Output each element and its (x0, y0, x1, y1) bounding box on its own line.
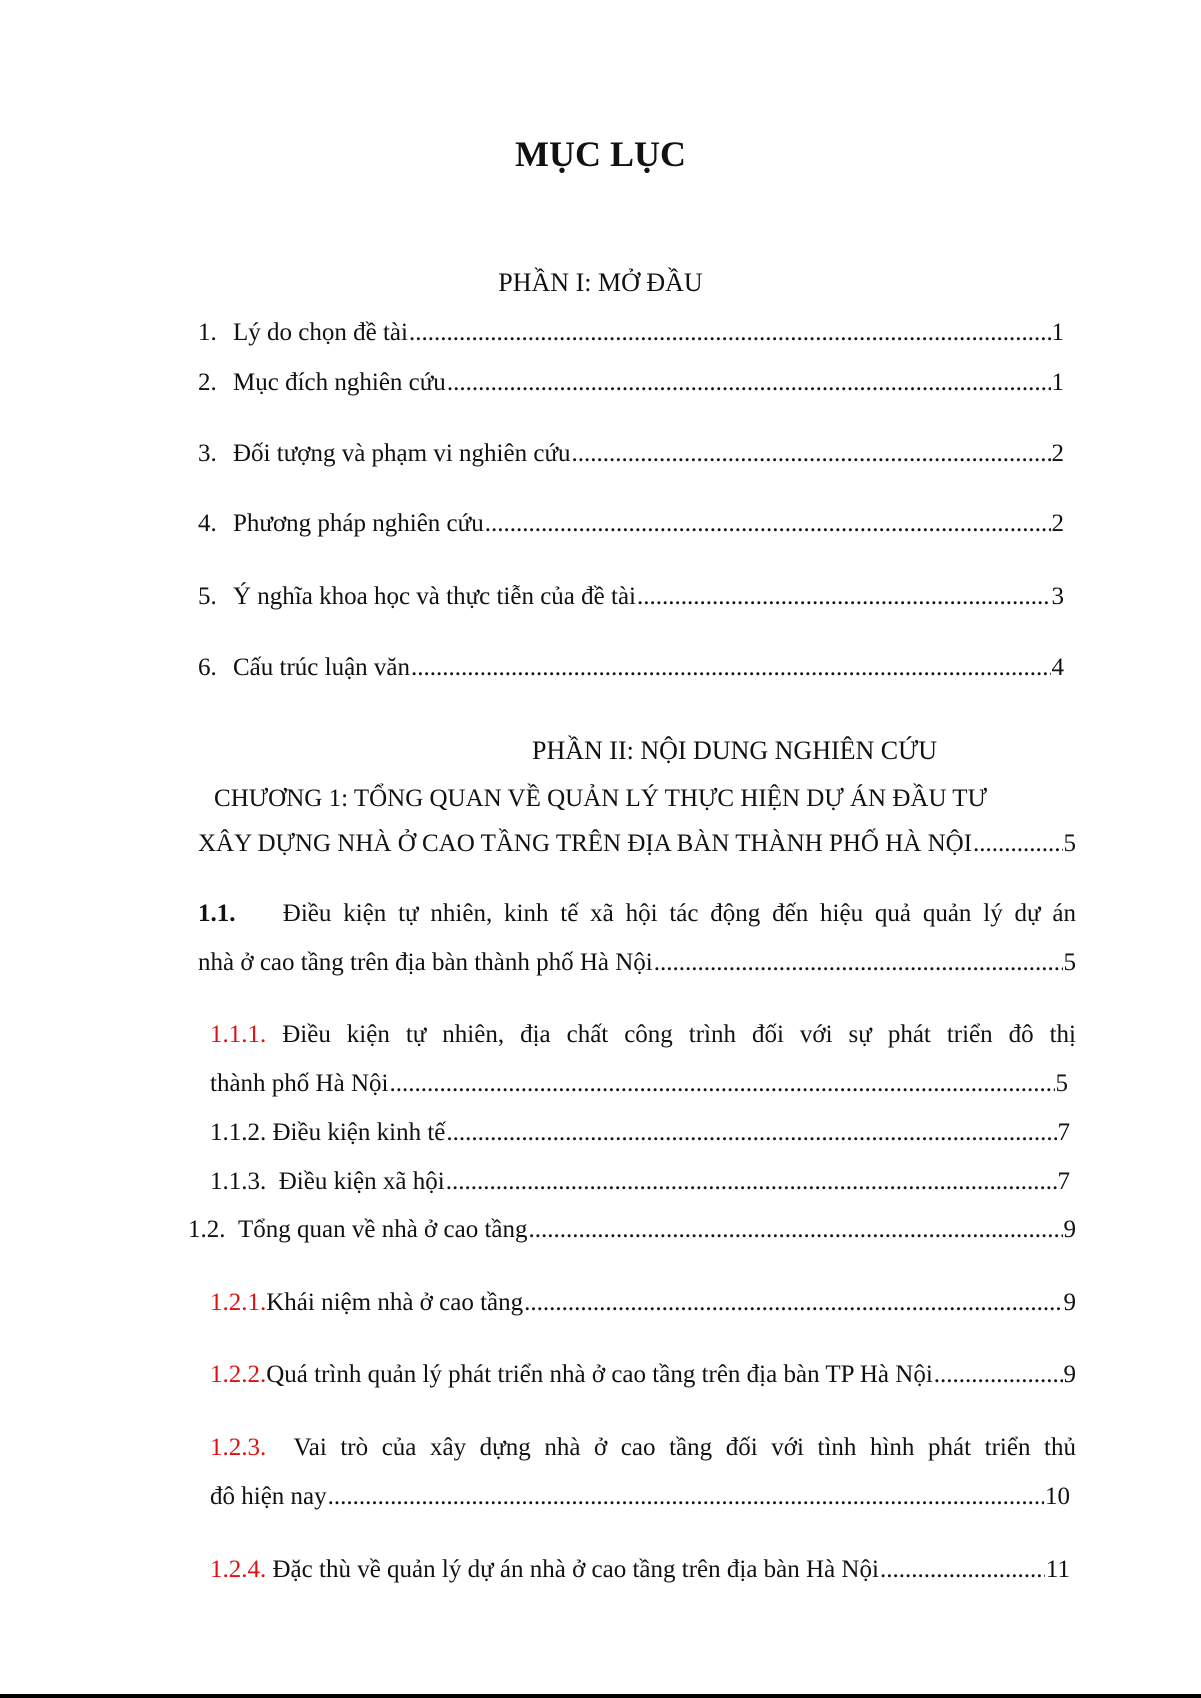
toc-section-1-2-2[interactable] (210, 1358, 1076, 1392)
toc-section-1-1-line1[interactable] (198, 897, 1076, 931)
toc-item-5[interactable] (198, 580, 1064, 614)
toc-section-1-1-line2[interactable] (198, 946, 1076, 980)
toc-item-number: 1.2.1. (210, 1289, 267, 1316)
toc-item-label: thành phố Hà Nội (210, 1070, 389, 1097)
toc-item-page: 2 (1051, 510, 1064, 537)
dot-leader (934, 1358, 1063, 1392)
toc-item-number: 1. (198, 319, 217, 346)
toc-chapter-1[interactable] (198, 827, 1076, 861)
toc-item-label: Điều kiện tự nhiên, địa chất công trình đối với sự phát triển đô thị (282, 1021, 1076, 1048)
toc-item-number: 4. (198, 510, 217, 537)
toc-item-number: 6. (198, 654, 217, 681)
toc-section-1-2-4[interactable] (210, 1553, 1070, 1587)
toc-item-label: nhà ở cao tầng trên địa bàn thành phố Hà Nội (198, 949, 653, 976)
dot-leader (447, 366, 1051, 400)
toc-item-label: Đối tượng và phạm vi nghiên cứu (233, 440, 571, 467)
toc-item-page: 5 (1063, 830, 1076, 857)
toc-section-1-1-2[interactable] (210, 1116, 1070, 1150)
toc-item-number: 5. (198, 583, 217, 610)
dot-leader (637, 580, 1051, 614)
toc-item-label: Điều kiện kinh tế (272, 1119, 446, 1146)
toc-section-1-2-3-line2[interactable] (210, 1480, 1070, 1514)
dot-leader (654, 946, 1063, 980)
toc-item-label: Phương pháp nghiên cứu (233, 510, 484, 537)
page-bottom-border (0, 1694, 1201, 1698)
toc-item-page: 2 (1051, 440, 1064, 467)
dot-leader (446, 1116, 1056, 1150)
toc-item-label: Vai trò của xây dựng nhà ở cao tầng đối với tình hình phát triển thủ (293, 1434, 1076, 1461)
dot-leader (389, 1067, 1054, 1101)
toc-item-label: Đặc thù về quản lý dự án nhà ở cao tầng trên địa bàn Hà Nội (272, 1556, 879, 1583)
toc-item-page: 3 (1051, 583, 1064, 610)
dot-leader (880, 1553, 1045, 1587)
dot-leader (572, 437, 1051, 471)
chapter1-title-line1[interactable]: CHƯƠNG 1: TỔNG QUAN VỀ QUẢN LÝ THỰC HIỆN DỰ ÁN ĐẦU TƯ (214, 785, 987, 812)
dot-leader (409, 316, 1051, 350)
toc-item-2[interactable] (198, 366, 1064, 400)
dot-leader (529, 1213, 1063, 1247)
toc-item-number: 2. (198, 369, 217, 396)
toc-section-1-2-1[interactable] (210, 1286, 1076, 1320)
toc-item-3[interactable] (198, 437, 1064, 471)
toc-section-1-2[interactable] (188, 1213, 1076, 1247)
dot-leader (485, 507, 1051, 541)
toc-item-number: 1.1. (198, 900, 236, 927)
toc-item-label: đô hiện nay (210, 1483, 327, 1510)
toc-item-label: Mục đích nghiên cứu (233, 369, 446, 396)
toc-item-label: Lý do chọn đề tài (233, 319, 408, 346)
toc-item-label: Ý nghĩa khoa học và thực tiễn của đề tài (233, 583, 636, 610)
toc-item-number: 1.2.2. (210, 1361, 267, 1388)
part2-heading: PHẦN II: NỘI DUNG NGHIÊN CỨU (532, 736, 938, 765)
toc-item-page: 1 (1051, 319, 1064, 346)
toc-item-page: 5 (1055, 1070, 1068, 1097)
toc-item-number: 1.1.3. (210, 1168, 267, 1195)
toc-item-page: 10 (1045, 1483, 1070, 1510)
toc-item-1[interactable] (198, 316, 1064, 350)
dot-leader (973, 827, 1062, 861)
toc-section-1-1-3[interactable] (210, 1165, 1070, 1199)
toc-section-1-1-1-line2[interactable] (210, 1067, 1068, 1101)
toc-item-label: Quá trình quản lý phát triển nhà ở cao tầng trên địa bàn TP Hà Nội (266, 1361, 933, 1388)
part1-heading: PHẦN I: MỞ ĐẦU (498, 268, 703, 297)
page-title: MỤC LỤC (515, 134, 686, 174)
toc-item-number: 3. (198, 440, 217, 467)
toc-item-page: 7 (1057, 1168, 1070, 1195)
toc-item-4[interactable] (198, 507, 1064, 541)
toc-item-page: 4 (1051, 654, 1064, 681)
toc-item-label: Cấu trúc luận văn (233, 654, 411, 681)
dot-leader (411, 651, 1050, 685)
toc-item-label: Điều kiện tự nhiên, kinh tế xã hội tác động đến hiệu quả quản lý dự án (282, 900, 1076, 927)
toc-item-page: 9 (1063, 1289, 1076, 1316)
toc-item-label: Tổng quan về nhà ở cao tầng (238, 1216, 528, 1243)
toc-section-1-1-1-line1[interactable] (210, 1018, 1076, 1052)
toc-item-number: 1.1.1. (210, 1021, 267, 1048)
toc-item-label: Khái niệm nhà ở cao tầng (266, 1289, 524, 1316)
dot-leader (446, 1165, 1057, 1199)
dot-leader (524, 1286, 1062, 1320)
chapter1-title-line2: XÂY DỰNG NHÀ Ở CAO TẦNG TRÊN ĐỊA BÀN THÀNH PHỐ HÀ NỘI (198, 830, 973, 857)
toc-item-page: 9 (1063, 1216, 1076, 1243)
toc-item-page: 9 (1063, 1361, 1076, 1388)
toc-item-number: 1.2.4. (210, 1556, 267, 1583)
toc-item-page: 5 (1063, 949, 1076, 976)
toc-item-number: 1.2. (188, 1216, 226, 1243)
toc-item-number: 1.2.3. (210, 1434, 267, 1461)
toc-item-page: 1 (1051, 369, 1064, 396)
dot-leader (328, 1480, 1044, 1514)
toc-item-number: 1.1.2. (210, 1119, 267, 1146)
toc-item-page: 7 (1057, 1119, 1070, 1146)
toc-item-label: Điều kiện xã hội (278, 1168, 445, 1195)
toc-section-1-2-3-line1[interactable] (210, 1431, 1076, 1465)
toc-item-6[interactable] (198, 651, 1064, 685)
toc-item-page: 11 (1045, 1556, 1070, 1583)
